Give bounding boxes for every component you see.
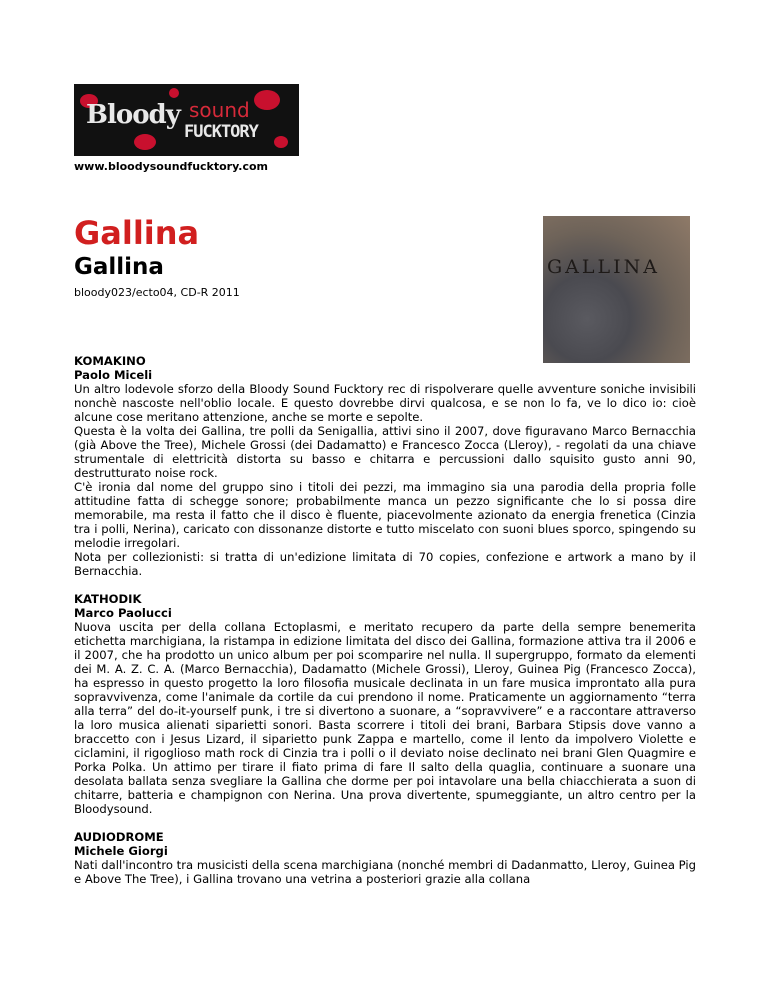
review-source: KOMAKINO [74,354,146,368]
review-author: Michele Giorgi [74,844,168,858]
review-paragraph: Un altro lodevole sforzo della Bloody Sound Fucktory rec di rispolverare quelle avventure soniche invisibili nonchè nascoste nell'oblio locale. E questo dovrebbe dirvi qualcosa, e se non lo fa, ve lo dico io: cioè alcune cose meritano attenzione, anche se morte e sepolte. [74,382,696,424]
review-paragraph: Nota per collezionisti: si tratta di un'edizione limitata di 70 copies, confezione e artwork a mano by il Bernacchia. [74,550,696,578]
catalog-info: bloody023/ecto04, CD-R 2011 [74,286,240,299]
logo-word-sound: sound [189,98,250,122]
review-paragraph: C'è ironia dal nome del gruppo sino i titoli dei pezzi, ma immagino sia una parodia della propria folle attitudine fatta di schegge sonore; probabilmente manca un pezzo significante che lo si possa dire memorabile, ma resta il fatto che il disco è fluente, piacevolmente azionato da energia frenetica (Cinzia tra i polli, Nerina), caricato con dissonanze distorte e tutto miscelato con suoni blues sporco, spingendo su melodie irregolari. [74,480,696,550]
review-author: Marco Paolucci [74,606,172,620]
album-cover-image [543,216,690,363]
review-source: AUDIODROME [74,830,164,844]
review-paragraph: Questa è la volta dei Gallina, tre polli da Senigallia, attivi sino il 2007, dove figuravano Marco Bernacchia (già Above the Tree), Michele Grossi (dei Dadamatto) e Francesco Zocca (Lleroy), - regolati da una chiave strumentale di elettricità distorta su basso e chitarra e percussioni dallo squisito gusto anni 90, destrutturato noise rock. [74,424,696,480]
review-paragraph: Nuova uscita per della collana Ectoplasmi, e meritato recupero da parte della sempre benemerita etichetta marchigiana, la ristampa in edizione limitata del disco dei Gallina, formazione attiva tra il 2006 e il 2007, che ha prodotto un unico album per poi scomparire nel nulla. Il supergruppo, formato da elementi dei M. A. Z. C. A. (Marco Bernacchia), Dadamatto (Michele Grossi), Lleroy, Guinea Pig (Francesco Zocca), ha espresso in questo progetto la loro filosofia musicale declinata in un fare musica improntato alla pura sopravvivenza, come l'animale da cortile da cui prendono il nome. Praticamente un aggiornamento “terra alla terra” del do-it-yourself punk, i tre si divertono a suonare, a “sopravvivere” e a raccontare attraverso la loro musica alienati siparietti sonori. Basta scorrere i titoli dei brani, Barbara Stipsis dove vanno a braccetto con i Jesus Lizard, il siparietto punk Zappa e martello, come il lento da impolvero Violette e ciclamini, il rigoglioso math rock di Cinzia tra i polli o il deviato noise declinato nei brani Glen Quagmire e Porka Polka. Un attimo per tirare il fiato prima di fare Il salto della quaglia, continuare a suonare una desolata ballata senza svegliare la Gallina che dorme per poi intavolare una bella chiacchierata a suon di chitarre, batteria e champignon con Nerina. Una prova divertente, spumeggiante, un altro centro per la Bloodysound. [74,620,696,816]
logo-word-bloody: Bloody [86,100,180,130]
artist-name: Gallina [74,254,164,280]
review-kathodik [74,592,696,816]
review-audiodrome [74,830,696,886]
album-cover-text: GALLINA [547,256,660,278]
review-paragraph: Nati dall'incontro tra musicisti della scena marchigiana (nonché membri di Dadanmatto, Lleroy, Guinea Pig e Above The Tree), i Gallina trovano una vetrina a posteriori grazie alla collana [74,858,696,886]
site-url-link[interactable]: www.bloodysoundfucktory.com [74,160,268,173]
review-source: KATHODIK [74,592,142,606]
album-title: Gallina [74,214,200,252]
review-komakino [74,354,696,578]
logo-word-fucktory: FUCKTORY [184,122,258,142]
reviews-section [74,354,696,900]
label-logo[interactable] [74,84,299,156]
review-author: Paolo Miceli [74,368,153,382]
